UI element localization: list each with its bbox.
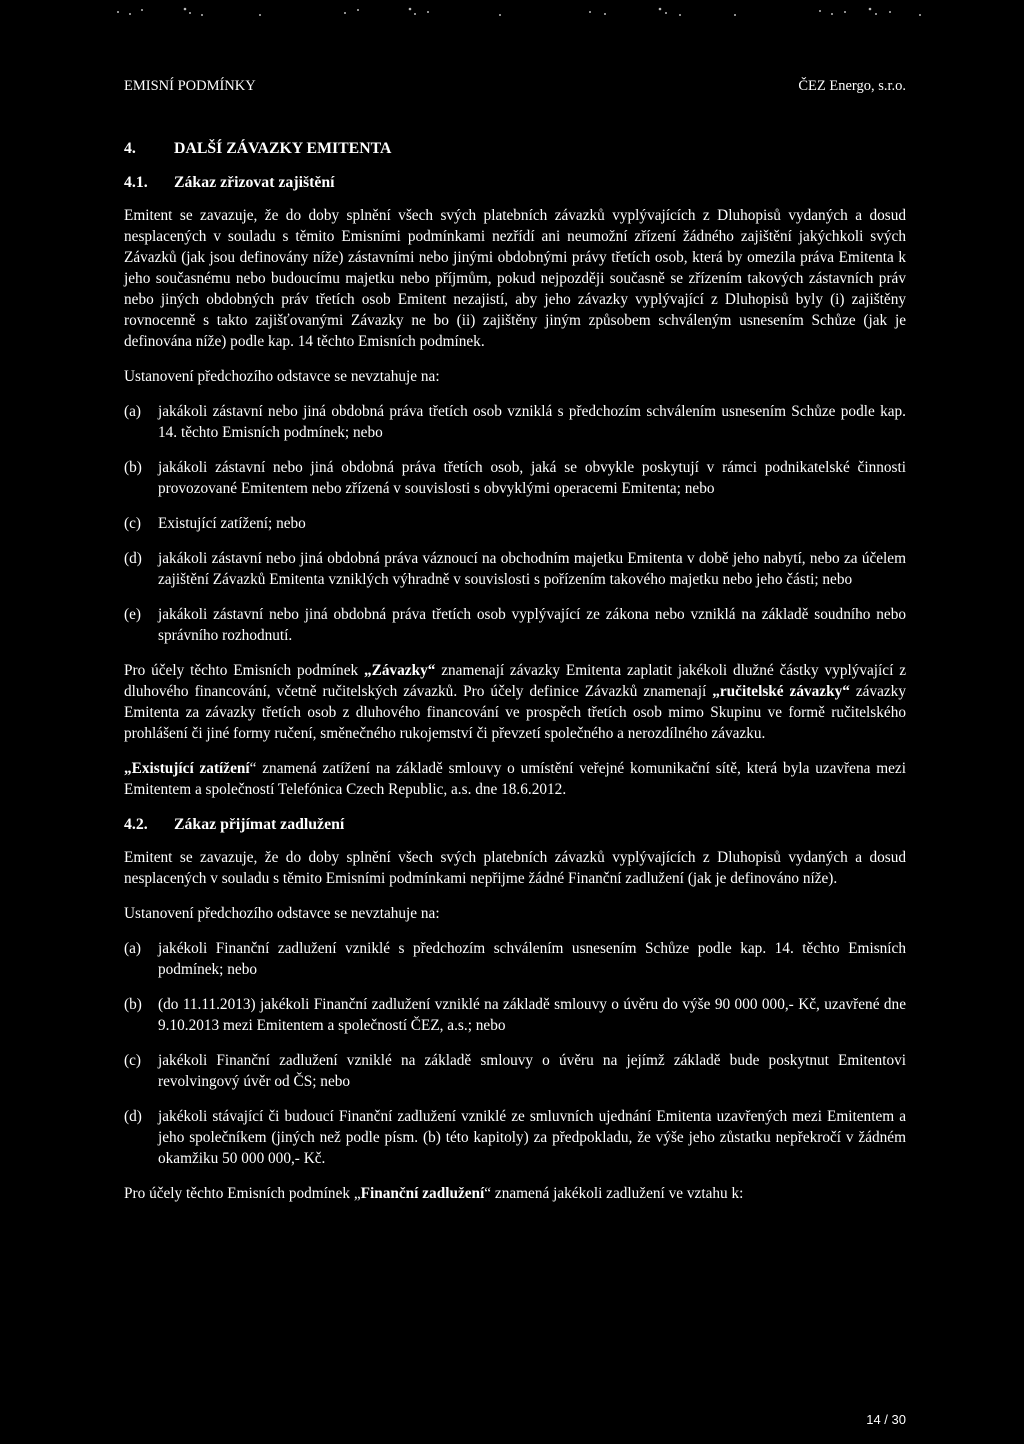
text-run: Pro účely těchto Emisních podmínek „	[124, 1185, 361, 1202]
list-item-text: jakákoli zástavní nebo jiná obdobná práva třetích osob, jaká se obvykle poskytují v rámci podnikatelské činnosti provozované Emitentem nebo zřízená v souvislosti s obvyklými operacemi Emitenta; nebo	[158, 459, 906, 497]
paragraph: Ustanovení předchozího odstavce se nevztahuje na:	[124, 905, 440, 922]
list-item-label: (b)	[124, 996, 142, 1013]
header-company-name: ČEZ Energo, s.r.o.	[798, 78, 906, 94]
subsection-title: Zákaz zřizovat zajištění	[174, 174, 335, 191]
list-item	[124, 457, 906, 499]
list-item-label: (c)	[124, 515, 141, 532]
page-number: 14 / 30	[866, 1412, 906, 1427]
list-item-text: jakákoli zástavní nebo jiná obdobná práva třetích osob vyplývající ze zákona nebo vzniklá na základě soudního nebo správního rozhodnutí.	[158, 606, 906, 644]
subsection-number: 4.2.	[124, 816, 148, 833]
page-header	[124, 78, 906, 98]
definition-paragraph	[124, 758, 906, 800]
text-run: Pro účely těchto Emisních podmínek	[124, 662, 364, 679]
paragraph: Ustanovení předchozího odstavce se nevztahuje na:	[124, 368, 440, 385]
paragraph: Emitent se zavazuje, že do doby splnění všech svých platebních závazků vyplývajících z Dluhopisů vydaných a dosud nesplacených v souladu s těmito Emisními podmínkami nezřídí ani neumožní zřízení žádného zajištění jakýchkoli svých Závazků (jak jsou definovány níže) zástavními nebo jinými obdobnými právy třetích osob, která by omezila práva Emitenta k jeho současnému nebo budoucímu majetku nebo příjmům, pokud nejpozději současně se zřízením takových zástavních práv nebo jiných obdobných práv třetích osob Emitent nezajistí, aby jeho závazky vyplývající z Dluhopisů byly (i) zajištěny rovnocenně s takto zajišťovanými Závazky ne bo (ii) zajištěny jiným způsobem schváleným usnesením Schůze (jak je definována níže) podle kap. 14 těchto Emisních podmínek.	[124, 207, 906, 350]
list-item-text: jakékoli Finanční zadlužení vzniklé na základě smlouvy o úvěru na jejímž základě bude poskytnut Emitentovi revolvingový úvěr od ČS; nebo	[158, 1052, 906, 1090]
text-run: závazky Emitenta za závazky třetích osob z dluhového financování ve prospěch třetích osob mimo Skupinu ve formě ručitelského prohlášení či jiné formy ručení, směnečného rukojemství či převzetí společného a nerozdílného závazku.	[124, 683, 906, 742]
list-item-text: (do 11.11.2013) jakékoli Finanční zadlužení vzniklé na základě smlouvy o úvěru do výše 90 000 000,- Kč, uzavřené dne 9.10.2013 mezi Emitentem a společností ČEZ, a.s.; nebo	[158, 996, 906, 1034]
list-item-text: jakékoli Finanční zadlužení vzniklé s předchozím schválením usnesením Schůze podle kap. 14. těchto Emisních podmínek; nebo	[158, 940, 906, 978]
list-item-text: jakékoli stávající či budoucí Finanční zadlužení vzniklé ze smluvních ujednání Emitenta uzavřených mezi Emitentem a jeho společníkem (jiných než podle písm. (b) této kapitoly) za předpokladu, že výše jeho zůstatku nepřekročí v žádném okamžiku 50 000 000,- Kč.	[158, 1108, 906, 1167]
scan-noise-dots	[110, 4, 930, 18]
subsection-4-1-heading	[124, 172, 906, 194]
list-item	[124, 1050, 906, 1092]
list-item	[124, 938, 906, 980]
subsection-title: Zákaz přijímat zadlužení	[174, 816, 345, 833]
list-item	[124, 994, 906, 1036]
list-item-label: (c)	[124, 1052, 141, 1069]
definition-paragraph	[124, 660, 906, 744]
text-run: znamenají závazky Emitenta zaplatit jakékoli dlužné částky vyplývající z dluhového financování, včetně ručitelských závazků. Pro účely definice Závazků znamenají	[124, 662, 906, 700]
definition-paragraph	[124, 1183, 906, 1204]
text-run: “ znamená jakékoli zadlužení ve vztahu k:	[484, 1185, 744, 1202]
paragraph: Emitent se zavazuje, že do doby splnění všech svých platebních závazků vyplývajících z Dluhopisů vydaných a dosud nesplacených v souladu s těmito Emisními podmínkami nepřijme žádné Finanční zadlužení (jak je definováno níže).	[124, 849, 906, 887]
list-item-label: (b)	[124, 459, 142, 476]
defined-term: „ručitelské závazky“	[712, 683, 850, 700]
text-run: “ znamená zatížení na základě smlouvy o umístění veřejné komunikační sítě, která byla uzavřena mezi Emitentem a společností Telefónica Czech Republic, a.s. dne 18.6.2012.	[124, 760, 906, 798]
list-item-label: (d)	[124, 1108, 142, 1125]
list-item-label: (a)	[124, 940, 141, 957]
section-number: 4.	[124, 140, 136, 157]
list-item-text: Existující zatížení; nebo	[158, 515, 306, 532]
list-item	[124, 401, 906, 443]
list-item-text: jakákoli zástavní nebo jiná obdobná práva váznoucí na obchodním majetku Emitenta v době jeho nabytí, nebo za účelem zajištění Závazků Emitenta vzniklých výhradně v souvislosti s pořízením takového majetku nebo jeho části; nebo	[158, 550, 906, 588]
section-heading	[124, 138, 906, 160]
defined-term: „Existující zatížení	[124, 760, 250, 777]
list-item	[124, 604, 906, 646]
subsection-4-2-heading	[124, 814, 906, 836]
header-document-title: EMISNÍ PODMÍNKY	[124, 78, 256, 94]
defined-term: Finanční zadlužení	[360, 1185, 485, 1202]
list-item	[124, 513, 906, 534]
defined-term: „Závazky“	[363, 662, 436, 679]
list-item	[124, 1106, 906, 1169]
list-item	[124, 548, 906, 590]
section-title: DALŠÍ ZÁVAZKY EMITENTA	[174, 140, 392, 157]
document-body	[124, 138, 906, 1218]
subsection-number: 4.1.	[124, 174, 148, 191]
list-item-text: jakákoli zástavní nebo jiná obdobná práva třetích osob vzniklá s předchozím schválením usnesením Schůze podle kap. 14. těchto Emisních podmínek; nebo	[158, 403, 906, 441]
list-item-label: (d)	[124, 550, 142, 567]
list-item-label: (a)	[124, 403, 141, 420]
list-item-label: (e)	[124, 606, 141, 623]
